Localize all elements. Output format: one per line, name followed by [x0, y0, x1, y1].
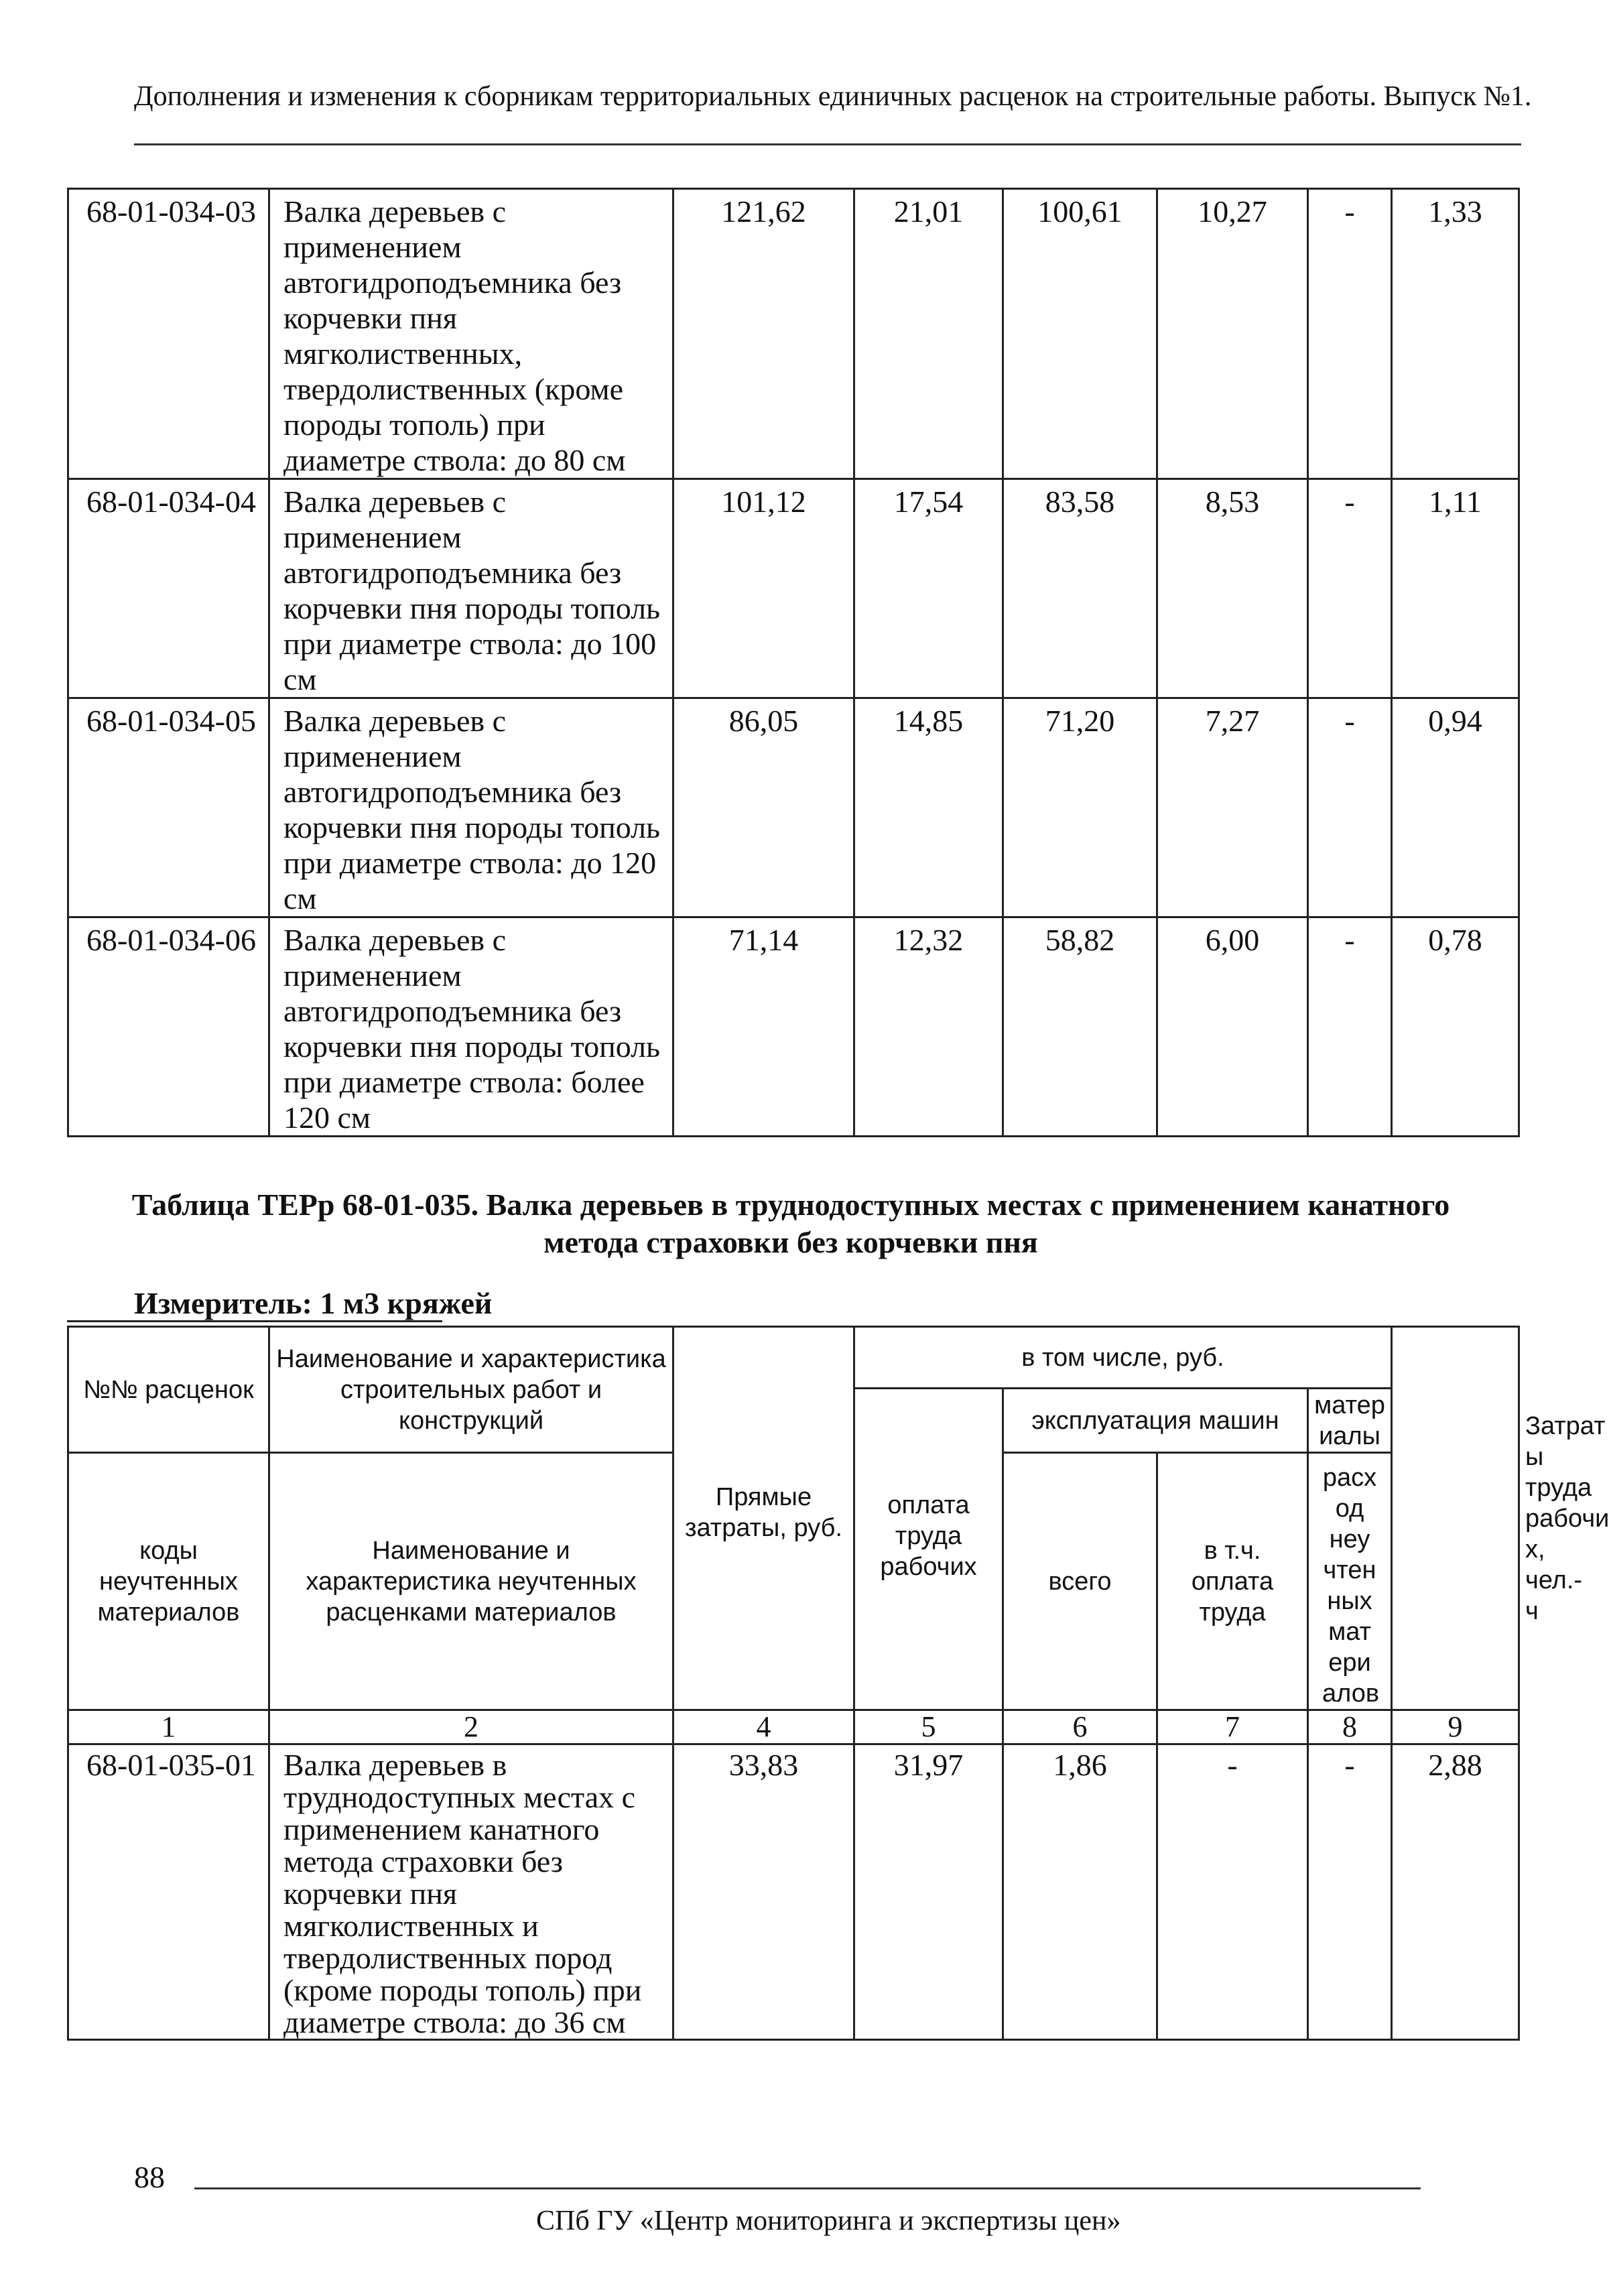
materials: - — [1308, 698, 1392, 917]
labor-cost: 0,78 — [1392, 917, 1519, 1137]
labor-pay: 17,54 — [854, 479, 1003, 698]
table-row — [68, 917, 1519, 1137]
materials: - — [1308, 1744, 1392, 2040]
rates-table-top — [67, 188, 1520, 1137]
col-number: 6 — [1003, 1710, 1157, 1744]
machines-total: 71,20 — [1003, 698, 1157, 917]
col-number: 8 — [1308, 1710, 1392, 1744]
labor-pay: 12,32 — [854, 917, 1003, 1137]
materials: - — [1308, 189, 1392, 479]
header-rule — [134, 143, 1521, 145]
labor-cost: 2,88 — [1392, 1744, 1519, 2040]
machines-total: 100,61 — [1003, 189, 1157, 479]
machines-total: 58,82 — [1003, 917, 1157, 1137]
measure-unit: Измеритель: 1 м3 кряжей — [134, 1286, 493, 1320]
header-row: №№ расценок Наименование и характеристика строительных работ и конструкций Прямые затраты, руб. в том числе, руб. Затрат ы труда рабочи х, чел.-ч — [68, 1327, 1519, 1389]
rate-code: 68-01-034-03 — [68, 189, 269, 479]
rate-code: 68-01-034-06 — [68, 917, 269, 1137]
header-materials-top: матер иалы — [1308, 1389, 1392, 1453]
page-number: 88 — [134, 2160, 165, 2194]
col-number: 1 — [68, 1710, 269, 1744]
footer-org: СПб ГУ «Центр мониторинга и экспертизы цен» — [536, 2206, 1121, 2236]
column-numbers-row — [68, 1710, 1519, 1744]
rate-name: Валка деревьев с применением автогидроподъемника без корчевки пня породы тополь при диаметре ствола: до 100 см — [269, 479, 673, 698]
running-header: Дополнения и изменения к сборникам территориальных единичных расценок на строительные работы. Выпуск №1. — [134, 81, 1532, 112]
rate-code: 68-01-034-05 — [68, 698, 269, 917]
direct-cost: 86,05 — [673, 698, 854, 917]
table-title: Таблица ТЕРр 68-01-035. Валка деревьев в труднодоступных местах с применением канатного метода страховки без корчевки пня — [131, 1188, 1450, 1259]
header-materials-bottom: расх од неу чтен ных мат ери алов — [1308, 1453, 1392, 1710]
materials: - — [1308, 479, 1392, 698]
labor-cost: 1,11 — [1392, 479, 1519, 698]
machines-labor: - — [1157, 1744, 1308, 2040]
col-number: 7 — [1157, 1710, 1308, 1744]
header-mach-labor: в т.ч. оплата труда — [1157, 1453, 1308, 1710]
machines-labor: 7,27 — [1157, 698, 1308, 917]
header-direct: Прямые затраты, руб. — [673, 1327, 854, 1710]
col-number: 5 — [854, 1710, 1003, 1744]
rates-table-bottom — [67, 1326, 1609, 2041]
labor-pay: 31,97 — [854, 1744, 1003, 2040]
direct-cost: 101,12 — [673, 479, 854, 698]
machines-labor: 8,53 — [1157, 479, 1308, 698]
header-codes: №№ расценок — [68, 1327, 269, 1453]
machines-total: 83,58 — [1003, 479, 1157, 698]
table-row — [68, 1744, 1519, 2040]
header-machines: эксплуатация машин — [1003, 1389, 1308, 1453]
labor-pay: 21,01 — [854, 189, 1003, 479]
direct-cost: 121,62 — [673, 189, 854, 479]
direct-cost: 71,14 — [673, 917, 854, 1137]
header-incl: в том числе, руб. — [854, 1327, 1392, 1389]
labor-cost: 1,33 — [1392, 189, 1519, 479]
rate-name: Валка деревьев в труднодоступных местах с применением канатного метода страховки без корчевки пня мягколиственных и твердолиственных пород (кроме породы тополь) при диаметре ствола: до 36 см — [269, 1744, 673, 2040]
col-number: 4 — [673, 1710, 854, 1744]
machines-total: 1,86 — [1003, 1744, 1157, 2040]
header-mat-name: Наименование и характеристика неучтенных расценками материалов — [269, 1453, 673, 1710]
labor-pay: 14,85 — [854, 698, 1003, 917]
rate-name: Валка деревьев с применением автогидроподъемника без корчевки пня породы тополь при диаметре ствола: более 120 см — [269, 917, 673, 1137]
direct-cost: 33,83 — [673, 1744, 854, 2040]
labor-cost: 0,94 — [1392, 698, 1519, 917]
rate-name: Валка деревьев с применением автогидроподъемника без корчевки пня породы тополь при диаметре ствола: до 120 см — [269, 698, 673, 917]
machines-labor: 10,27 — [1157, 189, 1308, 479]
materials: - — [1308, 917, 1392, 1137]
footer-rule — [194, 2187, 1421, 2189]
machines-labor: 6,00 — [1157, 917, 1308, 1137]
table-row — [68, 189, 1519, 479]
rate-name: Валка деревьев с применением автогидроподъемника без корчевки пня мягколиственных, твердолиственных (кроме породы тополь) при диаметре ствола: до 80 см — [269, 189, 673, 479]
rate-code: 68-01-035-01 — [68, 1744, 269, 2040]
table-row — [68, 479, 1519, 698]
header-mat-codes: коды неучтенных материалов — [68, 1453, 269, 1710]
col-number: 9 — [1392, 1710, 1519, 1744]
header-labor-pay: оплата труда рабочих — [854, 1389, 1003, 1710]
rate-code: 68-01-034-04 — [68, 479, 269, 698]
col-number: 2 — [269, 1710, 673, 1744]
header-name: Наименование и характеристика строительных работ и конструкций — [269, 1327, 673, 1453]
table-row — [68, 698, 1519, 917]
header-mach-total: всего — [1003, 1453, 1157, 1710]
measure-underline — [67, 1320, 442, 1322]
